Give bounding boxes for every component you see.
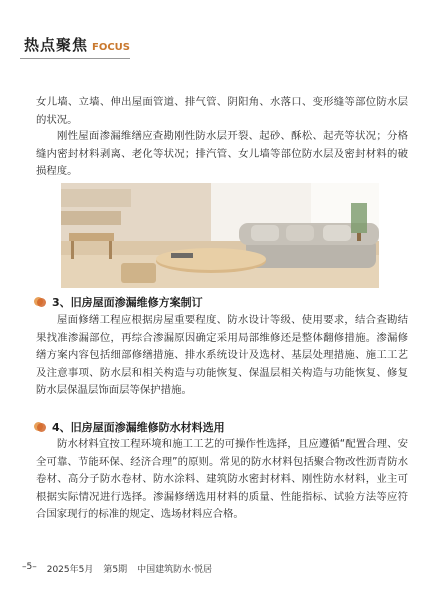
header-subtitle: FOCUS <box>92 42 131 53</box>
page-number: –5– <box>22 562 37 572</box>
header-divider <box>20 58 130 59</box>
section-3-heading <box>34 294 203 310</box>
paragraph-3: 屋面修缮工程应根据房屋重要程度、防水设计等级、使用要求，结合查勘结果找准渗漏部位，再综合渗漏原因确定采用局部维修还是整体翻修措施。渗漏修缮方案内容包括细部修缮措施、排水系统设计及选材、基层处理措施、施工工艺及注意事项、防水层和相关构造与功能恢复、保温层相关构造与功能恢复、修复防水层保温层饰面层等保护措施。 <box>36 314 408 397</box>
paragraph-2: 刚性屋面渗漏维缮应查勘刚性防水层开裂、起砂、酥松、起壳等状况；分格缝内密封材料剥离、老化等状况；排汽管、女儿墙等部位防水层及密封材料的破损程度。 <box>36 130 408 178</box>
paragraph-1: 女儿墙、立墙、伸出屋面管道、排气管、阴阳角、水落口、变形缝等部位防水层的状况。 <box>36 96 408 126</box>
journal-name: 中国建筑防水·悦居 <box>137 565 212 575</box>
section-bullet-icon <box>34 421 46 433</box>
issue-date: 2025年5月 <box>46 565 94 575</box>
section-4-title: 4、旧房屋面渗漏维修防水材料选用 <box>52 421 225 434</box>
living-room-photo <box>61 183 379 288</box>
header <box>24 34 130 58</box>
issue-number: 第5期 <box>103 565 128 575</box>
paragraph-4: 防水材料宜按工程环境和施工工艺的可操作性选择，且应遵循“配置合理、安全可靠、节能环保、经济合理”的原则。常见的防水材料包括聚合物改性沥青防水卷材、高分子防水卷材、防水涂料、建筑防水密封材料、刚性防水材料，业主可根据实际情况进行选择。渗漏修缮选用材料的质量、性能指标、试验方法等应符合国家现行的标准的规定、选场材料应合格。 <box>36 438 408 521</box>
header-title: 热点聚焦 <box>24 36 89 54</box>
section-3-title: 3、旧房屋面渗漏维修方案制订 <box>52 296 203 309</box>
footer <box>22 562 212 575</box>
section-bullet-icon <box>34 296 46 308</box>
section-4-heading <box>34 419 225 435</box>
